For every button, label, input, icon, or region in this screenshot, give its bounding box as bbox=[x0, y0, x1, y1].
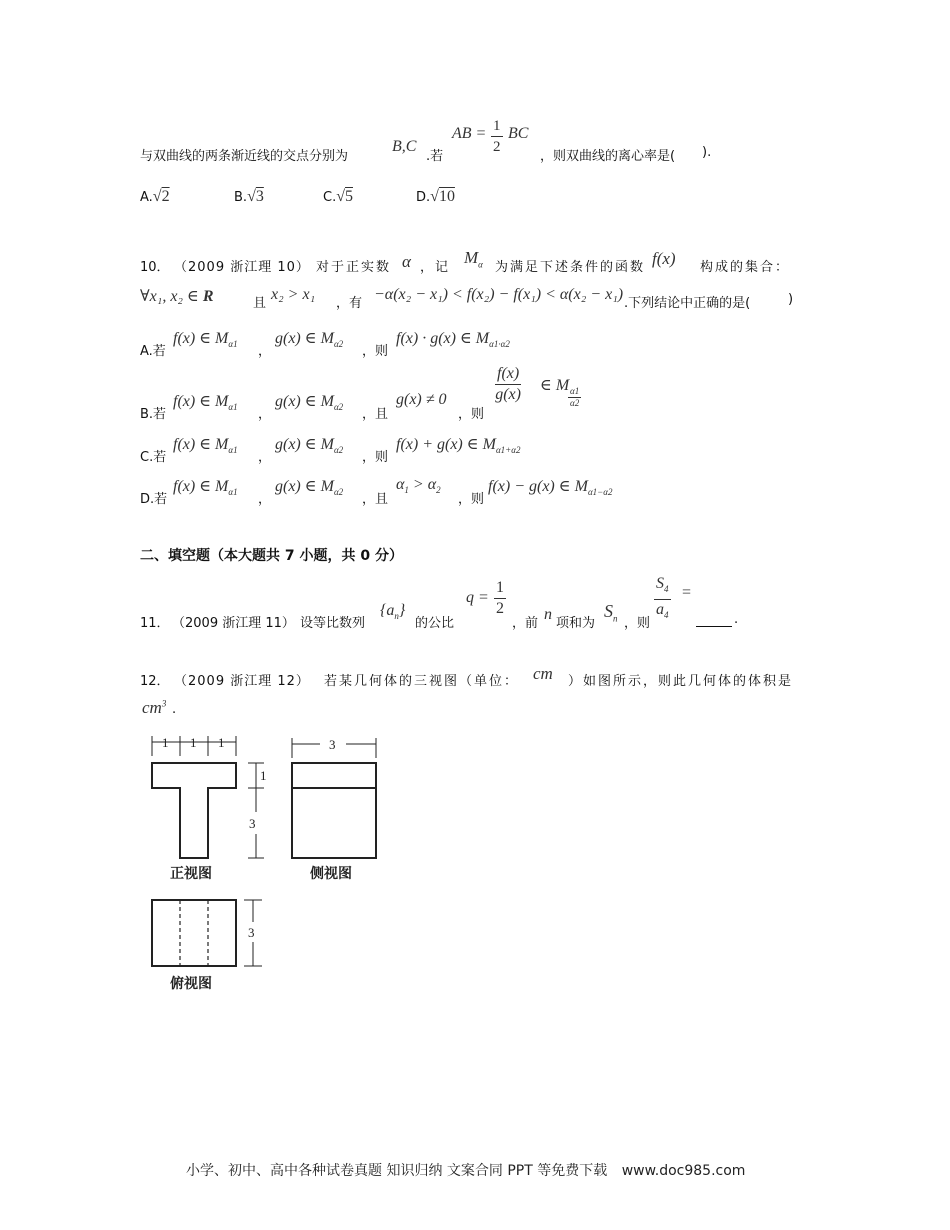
side-view-label: 侧视图 bbox=[310, 867, 352, 882]
q9-options bbox=[140, 174, 500, 204]
q11-q-fraction: $\frac{1}{2}$ bbox=[496, 579, 504, 617]
figure-dimension-labels bbox=[162, 735, 336, 940]
q9-option-c: C.√5 bbox=[323, 188, 353, 205]
q10-M-alpha: $M_\alpha$ bbox=[464, 248, 483, 270]
q12-unit: cm bbox=[533, 664, 553, 683]
dim-3-side: 3 bbox=[329, 737, 336, 752]
q11-line: 11． （2009 浙江理 11） 设等比数列 $\{a_n\}$ 的公比 q = $\frac{1}{2}$ ，前 n 项和为 $S_n$ ，则 $\frac{S_4}{a_4}$ = . bbox=[140, 575, 739, 631]
q10-have-text: ，有 bbox=[336, 296, 363, 311]
q10-text-c: 为满足下述条件的函数 bbox=[495, 260, 646, 275]
dim-1b: 1 bbox=[190, 735, 197, 750]
q10-number: 10． bbox=[140, 260, 170, 275]
q12-unit-cubed: $cm^3$ bbox=[142, 698, 167, 717]
q10-fx: f(x) bbox=[652, 249, 676, 268]
q10-and-text: 且 bbox=[253, 296, 267, 311]
q10-x2-gt-x1: x₂ > x₁ bbox=[271, 286, 316, 303]
front-view-label: 正视图 bbox=[170, 867, 212, 882]
q10-b-fraction: $\frac{f(x)}{g(x)}$ bbox=[495, 365, 521, 403]
q10-alpha: α bbox=[402, 252, 411, 271]
q11-ratio-fraction: $\frac{S_4}{a_4}$ bbox=[656, 575, 669, 621]
q9-option-b: B.√3 bbox=[234, 188, 264, 205]
dim-1c: 1 bbox=[218, 735, 225, 750]
q9-text-c: ，则双曲线的离心率是( bbox=[540, 149, 676, 164]
dim-1-right: 1 bbox=[260, 768, 267, 783]
q10-inequality: −α(x₂ − x₁) < f(x₂) − f(x₁) < α(x₂ − x₁) bbox=[374, 286, 624, 303]
q9-fraction bbox=[491, 116, 503, 157]
top-view-label: 俯视图 bbox=[170, 977, 212, 992]
q9-frac-num: 1 bbox=[491, 116, 503, 137]
q9-text-d: ). bbox=[702, 145, 712, 160]
page-footer bbox=[186, 1160, 745, 1180]
q9-math-bc: B,C bbox=[392, 138, 417, 155]
q10-option-c: C.若 f(x) ∈ $M_{\alpha 1}$ ， g(x) ∈ $M_{\alpha 2}$ ，则 f(x) + g(x) ∈ $M_{\alpha 1+\alpha 2}$ bbox=[140, 436, 521, 465]
q11-Sn: $S_n$ bbox=[604, 601, 618, 624]
q9-text-b: .若 bbox=[426, 149, 444, 164]
q10-text-b: ，记 bbox=[420, 260, 451, 275]
q10-text-a: 对于正实数 bbox=[316, 260, 392, 275]
dim-1a: 1 bbox=[162, 735, 169, 750]
side-view-shape bbox=[292, 763, 376, 858]
q9-frac-den: 2 bbox=[493, 139, 501, 155]
dim-3-right: 3 bbox=[249, 816, 256, 831]
q10-line1 bbox=[140, 250, 810, 276]
front-view-shape bbox=[152, 763, 236, 858]
footer-url[interactable]: www.doc985.com bbox=[621, 1163, 746, 1179]
q10-option-a: A.若 f(x) ∈ $M_{\alpha 1}$ ， g(x) ∈ $M_{\alpha 2}$ ，则 f(x) · g(x) ∈ $M_{\alpha 1\cdot\alpha 2}$ bbox=[140, 330, 510, 359]
q12-line1: 12． （2009 浙江理 12） 若某几何体的三视图（单位： cm ）如图所示，则此几何体的体积是 bbox=[140, 664, 794, 689]
q9-eq-lhs: AB = bbox=[452, 125, 487, 142]
q10-source: （2009 浙江理 10） bbox=[174, 260, 310, 275]
q10-line2 bbox=[140, 284, 810, 310]
q10-option-d: D.若 f(x) ∈ $M_{\alpha 1}$ ， g(x) ∈ $M_{\alpha 2}$ ，且 $\alpha_1 > \alpha_2$ ，则 f(x) − g(x) ∈ $M_{\alpha 1-\alpha 2}$ bbox=[140, 476, 613, 507]
q9-eq-rhs: BC bbox=[508, 125, 529, 142]
section-heading: 二、填空题（本大题共 7 小题，共 0 分） bbox=[140, 548, 403, 564]
q10-question-text: .下列结论中正确的是( bbox=[624, 296, 751, 311]
q11-answer-blank bbox=[696, 626, 732, 627]
q10-paren: ) bbox=[788, 292, 794, 307]
dim-3-top: 3 bbox=[248, 925, 255, 940]
three-view-figure bbox=[140, 730, 390, 1000]
q9-option-d: D.√10 bbox=[416, 188, 455, 205]
footer-text: 小学、初中、高中各种试卷真题 知识归纳 文案合同 PPT 等免费下载 bbox=[186, 1163, 608, 1179]
q10-forall: ∀x₁, x₂ ∈ R bbox=[140, 288, 214, 305]
q10-text-d: 构成的集合： bbox=[700, 260, 791, 275]
q11-seq: $\{a_n\}$ bbox=[380, 602, 406, 622]
top-view-shape bbox=[152, 900, 236, 966]
q10-option-b: B.若 f(x) ∈ $M_{\alpha 1}$ ， g(x) ∈ $M_{\alpha 2}$ ，且 g(x) ≠ 0 ，则 $\frac{f(x)}{g(x)}$ ∈ M $\frac{\alpha 1}{\alpha 2}$ bbox=[140, 365, 580, 422]
q9-text-a: 与双曲线的两条渐近线的交点分别为 bbox=[140, 149, 349, 164]
q9-option-a: A.√2 bbox=[140, 188, 170, 205]
